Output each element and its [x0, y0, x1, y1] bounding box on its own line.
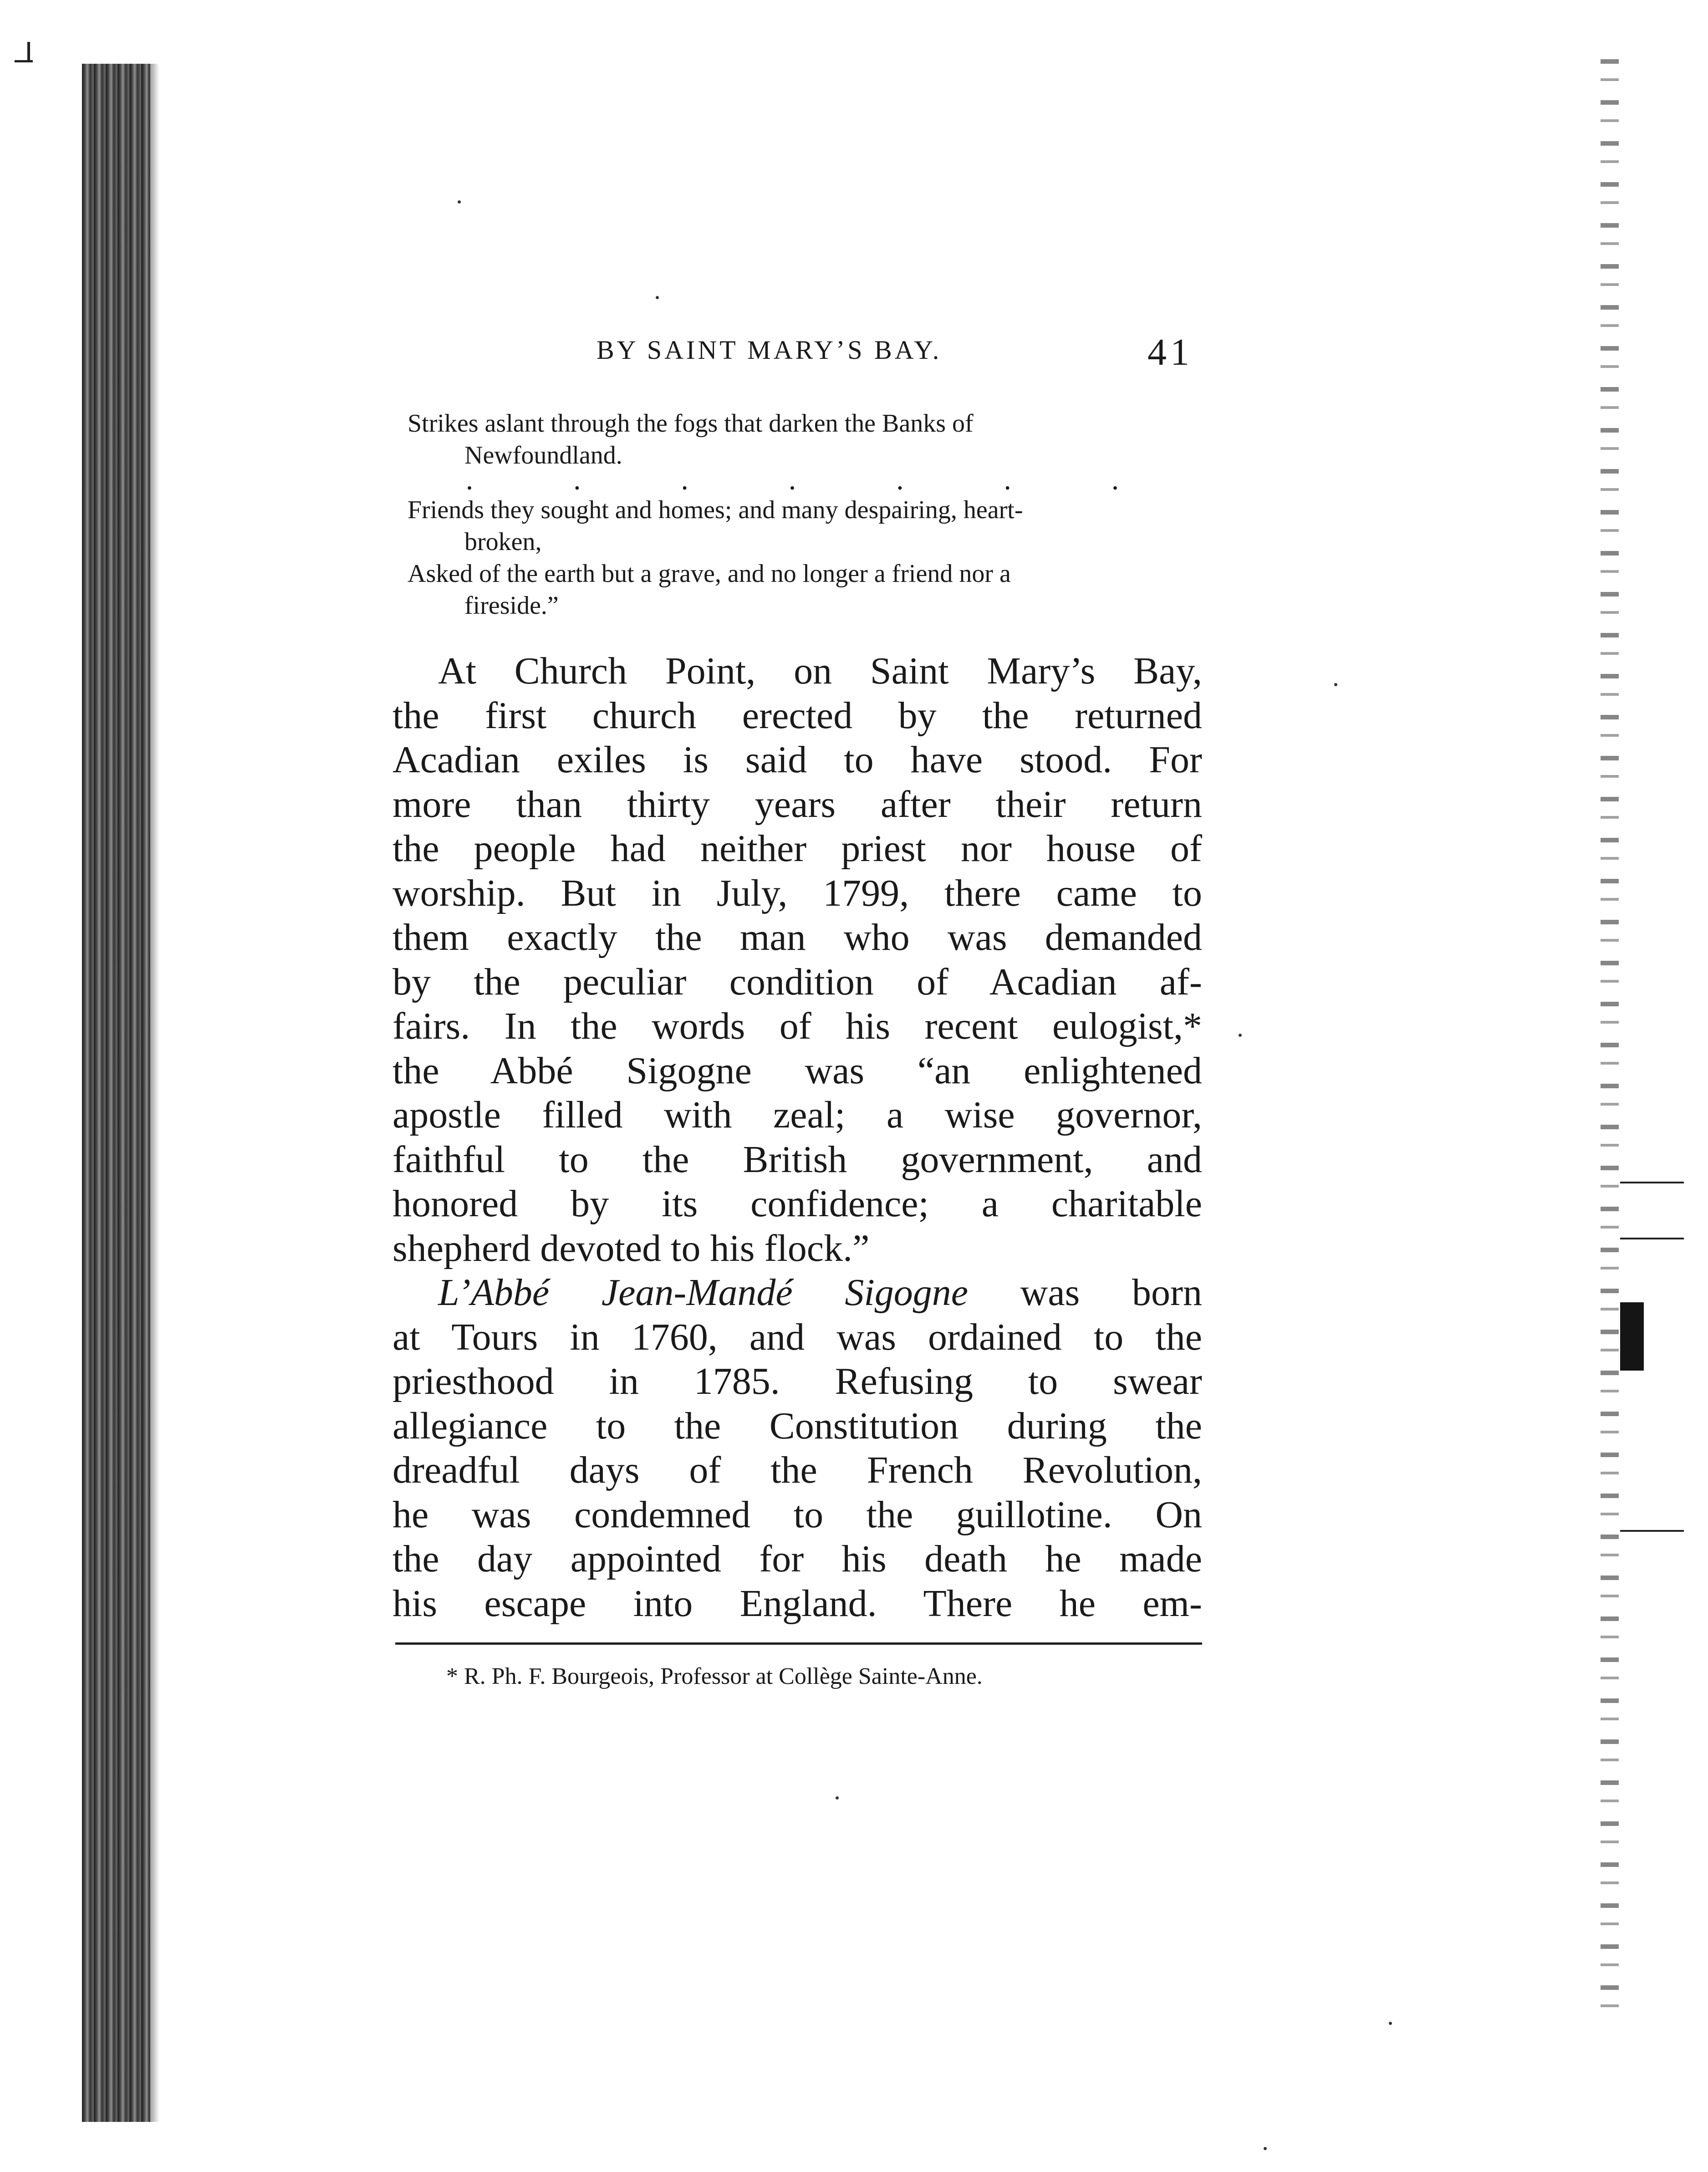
text-line: the first church erected by the returned	[393, 694, 1202, 737]
verse-stanza-1	[408, 408, 1202, 471]
page-edge-rule	[1620, 1182, 1684, 1183]
page-edge-block	[1620, 1302, 1644, 1371]
text-line: he was condemned to the guillotine. On	[393, 1493, 1202, 1536]
text-line: priesthood in 1785. Refusing to swear	[393, 1360, 1202, 1402]
scan-speck	[1334, 683, 1337, 686]
text-line: at Tours in 1760, and was ordained to the	[393, 1315, 1202, 1358]
scan-speck	[656, 296, 659, 299]
text-line: honored by its confidence; a charitable	[393, 1183, 1202, 1225]
scan-speck	[1239, 1034, 1242, 1037]
text-line: apostle filled with zeal; a wise governor,	[393, 1094, 1202, 1136]
ellipsis-dot: .	[1112, 470, 1118, 495]
text-line: the day appointed for his death he made	[393, 1538, 1202, 1580]
text-line: fairs. In the words of his recent eulogist,*	[393, 1005, 1202, 1047]
scan-speck	[1264, 2147, 1267, 2150]
verse-line-continuation: broken,	[464, 528, 542, 556]
text-line: faithful to the British government, and	[393, 1138, 1202, 1181]
text-line: more than thirty years after their return	[393, 783, 1202, 826]
text-line: dreadful days of the French Revolution,	[393, 1449, 1202, 1491]
name-italic: L’Abbé Jean-Mandé Sigogne	[438, 1271, 968, 1314]
text-line: his escape into England. There he em-	[393, 1582, 1202, 1625]
text-line: allegiance to the Constitution during the	[393, 1404, 1202, 1447]
page-right-edge	[1601, 59, 1619, 2017]
footnote: * R. Ph. F. Bourgeois, Professor at Collège Sainte-Anne.	[446, 1663, 983, 1689]
verse-line: Friends they sought and homes; and many despairing, heart-	[408, 496, 1023, 524]
page-binding-edge	[82, 64, 150, 2122]
running-head	[392, 331, 1202, 376]
page-edge-rule	[1620, 1530, 1684, 1532]
ellipsis-dot: .	[467, 470, 472, 495]
verse-stanza-2	[408, 494, 1202, 622]
text-line: worship. But in July, 1799, there came to	[393, 872, 1202, 914]
text-line: the people had neither priest nor house of	[393, 827, 1202, 870]
ellipsis-dots	[467, 470, 1118, 495]
ellipsis-dot: .	[1004, 470, 1010, 495]
ellipsis-dot: .	[789, 470, 795, 495]
page-number: 41	[1147, 331, 1193, 373]
verse-line-continuation: fireside.”	[464, 591, 559, 620]
ellipsis-dot: .	[897, 470, 903, 495]
scan-speck	[1389, 2022, 1392, 2025]
scan-speck	[836, 1796, 839, 1800]
paragraph-1	[393, 649, 1202, 1270]
text-line: shepherd devoted to his flock.”	[393, 1227, 870, 1270]
text-line: them exactly the man who was demanded	[393, 916, 1202, 959]
text-line: the Abbé Sigogne was “an enlightened	[393, 1049, 1202, 1092]
paragraph-2	[393, 1270, 1202, 1626]
footnote-rule	[395, 1642, 1202, 1645]
page-edge-rule	[1620, 1238, 1684, 1239]
verse-line: Strikes aslant through the fogs that darken the Banks of	[408, 409, 974, 438]
scan-speck	[458, 200, 461, 204]
text-line: by the peculiar condition of Acadian af-	[393, 960, 1202, 1003]
running-head-title: BY SAINT MARY’S BAY.	[597, 335, 942, 365]
verse-line-continuation: Newfoundland.	[464, 441, 622, 469]
text-line: At Church Point, on Saint Mary’s Bay,	[438, 650, 1202, 692]
text-span: was born	[968, 1271, 1202, 1314]
ellipsis-dot: .	[574, 470, 580, 495]
verse-line: Asked of the earth but a grave, and no longer a friend nor a	[408, 560, 1011, 588]
text-line: Acadian exiles is said to have stood. For	[393, 739, 1202, 781]
text-line	[393, 1270, 1202, 1315]
scan-corner-mark	[15, 42, 33, 62]
ellipsis-dot: .	[682, 470, 688, 495]
